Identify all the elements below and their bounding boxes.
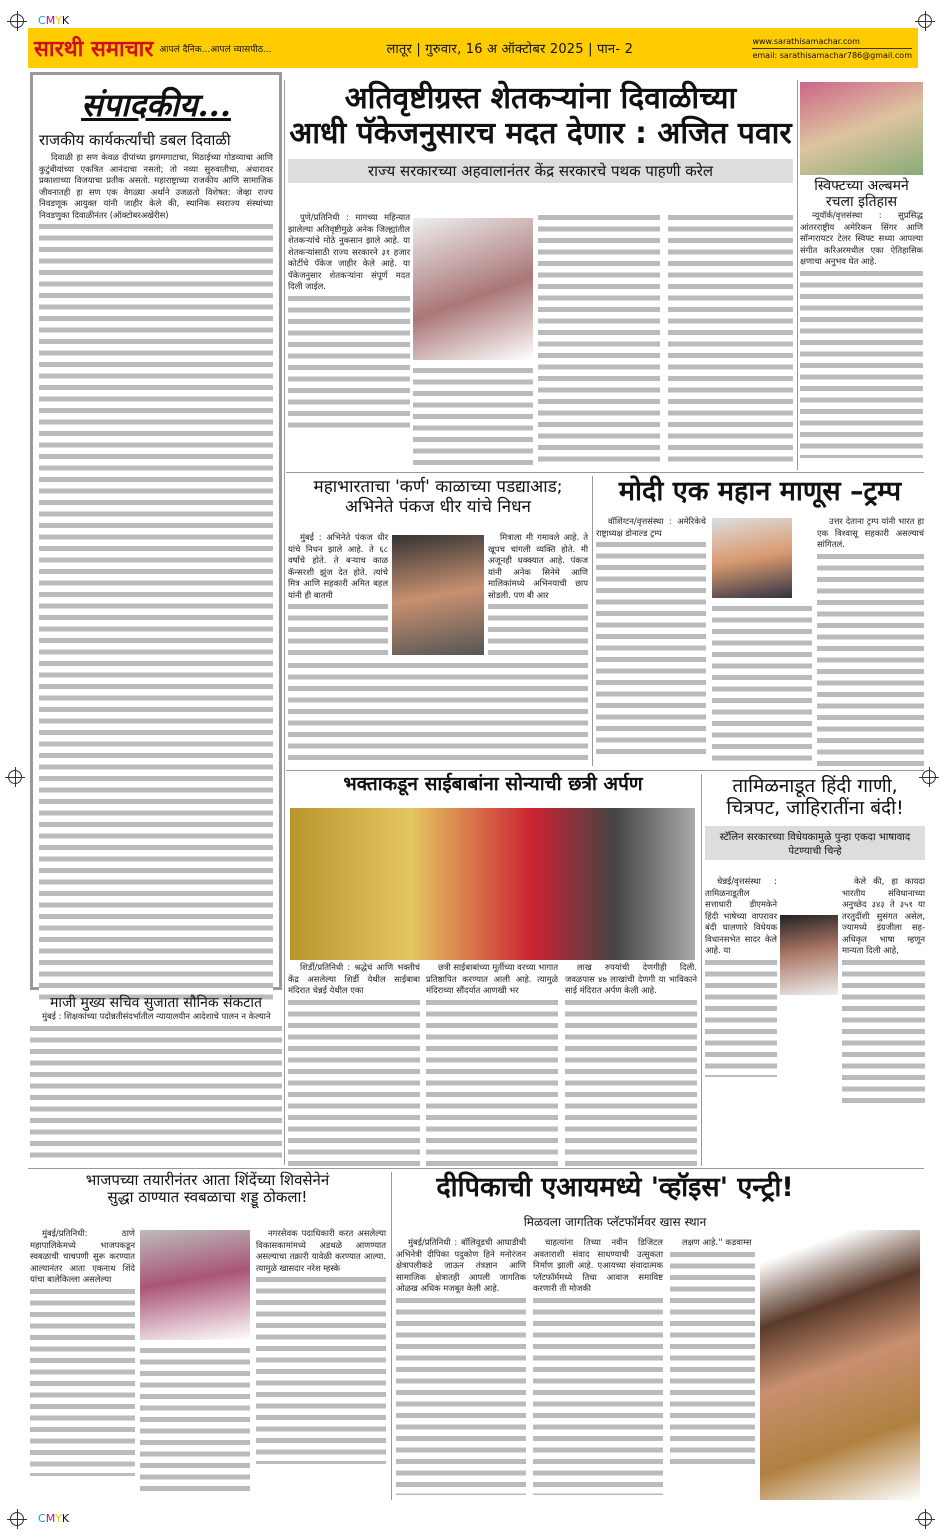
column-divider [284, 80, 285, 1165]
website-link[interactable]: www.sarathisamachar.com [752, 35, 912, 49]
deepika-padukone-photo [760, 1230, 920, 1500]
article-body: उत्तर देताना ट्रम्प यांनी भारत हा एक विश्वासू सहकारी असल्याचं सांगितलं. [817, 516, 924, 771]
eknath-shinde-photo [140, 1230, 250, 1340]
photo-caption [413, 365, 533, 465]
cmyk-registration: CMYK [38, 14, 70, 27]
row-divider [28, 1168, 924, 1169]
swift-article [800, 178, 923, 458]
article-body: शिर्डी/प्रतिनिधी : श्रद्धेचं आणि भक्तीचं केंद्र असलेल्या शिर्डी येथील साईबाबा मंदिरात चेन्नई येथील एका [288, 962, 420, 1167]
headline: स्विफ्टच्या अल्बमने रचला इतिहास [814, 178, 909, 211]
trump-headline: मोदी एक महान माणूस –ट्रम्प [618, 476, 902, 507]
article-text-continued [140, 1345, 250, 1495]
registration-mark-icon [10, 14, 24, 28]
karna-article [288, 478, 588, 517]
column-divider [592, 476, 593, 766]
sainik-article [30, 995, 282, 1161]
deepika-headline: दीपिकाची एआयमध्ये 'व्हॉइस' एन्ट्री! [436, 1172, 794, 1203]
dateline: लातूर | गुरुवार, 16 अ ऑक्टोबर 2025 | पान- 2 [386, 42, 634, 57]
lead-text-col [668, 212, 793, 466]
tagline: आपलं दैनिक...आपलं व्यासपीठ... [159, 44, 272, 55]
lead-article [288, 82, 793, 183]
lead-text-col [538, 212, 660, 466]
tamil-article [705, 776, 925, 860]
article-body: न्यूयॉर्क/वृत्तसंस्था : सुप्रसिद्ध आंतरराष्ट्रीय अमेरिकन सिंगर आणि सॉन्गरायटर टेलर स्विफ्ट सध्या आपल्या संगीत करिअरमधील एका ऐतिहासिक क्षणाचा अनुभव घेत आहे. [800, 210, 923, 267]
article-body: लक्षण आहे.'' कडवाम्स [670, 1237, 755, 1469]
lead-headline: अतिवृष्टीग्रस्त शेतकऱ्यांना दिवाळीच्या आधी पॅकेजनुसारच मदत देणार : अजित पवार [289, 81, 792, 151]
taylor-swift-photo [800, 82, 923, 175]
article-body: मुंबई/प्रतिनिधी: ठाणे महापालिकेमध्ये भाजपकडून स्वबळाची चाचपणी सुरू करण्यात आल्यानंतर आता एकनाथ शिंदे यांचा बालेकिल्ला असलेल्या [30, 1228, 135, 1476]
article-body: मुंबई : अभिनेते पंकज धीर यांचे निधन झाले आहे. ते ६८ वर्षांचे होते. ते बऱ्याच काळ कॅन्सरशी झुंज देत होते. त्यांचे मित्र आणि सहकारी अमित बहल यांनी ही बातमी [288, 532, 388, 731]
article-text-continued [800, 268, 923, 458]
article-body: केले की, हा कायदा भारतीय संविधानाच्या अनुच्छेद ३४३ ते ३५१ या तरतुदींशी सुसंगत असेल, ज्यामध्ये इंग्रजीला सह-अधिकृत भाषा म्हणून मान्यता दिली आहे, [842, 876, 925, 1107]
column-divider [797, 80, 798, 470]
article-text-continued [712, 603, 812, 763]
headline: महाभारताचा 'कर्ण' काळाच्या पडद्याआड; अभिनेते पंकज धीर यांचे निधन [313, 477, 563, 517]
lead-subhead: राज्य सरकारच्या अहवालानंतर केंद्र सरकारचे पथक पाहणी करेल [288, 159, 793, 183]
article-text-continued [288, 660, 588, 765]
registration-mark-icon [10, 1512, 24, 1526]
registration-mark-icon [8, 770, 22, 784]
editorial-title: राजकीय कार्यकर्त्यांची डबल दिवाळी [39, 131, 231, 149]
article-body: चाहत्यांना तिच्या नवीन डिजिटल अवताराशी संवाद साधण्याची उत्सुकता निर्माण झाली आहे. एआयच्या संवादात्मक प्लॅटफॉर्ममध्ये तिचा आवाज समाविष्ट करणारी ती मोजकी [533, 1237, 663, 1495]
article-body: लाख रुपयांची देणगीही दिली. जवळपास ४७ लाखांची देणगी या भाविकाने साई मंदिरात अर्पण केली आहे. [565, 962, 697, 1167]
deepika-subhead: मिळवला जागतिक प्लॅटफॉर्मवर खास स्थान [523, 1215, 707, 1229]
registration-mark-icon [918, 14, 932, 28]
editorial-label: संपादकीय... [81, 86, 231, 124]
headline: तामिळनाडूत हिंदी गाणी, चित्रपट, जाहिरातींना बंदी! [726, 775, 904, 819]
email-link[interactable]: email: sarathisamachar786@gmail.com [752, 50, 912, 60]
row-divider [286, 770, 924, 771]
article-body: छत्री साईबाबांच्या मूर्तीच्या वरच्या भागात प्रतिष्ठापित करण्यात आली आहे. त्यामुळे मंदिराच्या सौंदर्यात आणखी भर [426, 962, 558, 1167]
brand-logo: सारथी समाचार [34, 36, 154, 62]
ajit-pawar-photo [413, 218, 533, 360]
masthead [28, 28, 918, 68]
article-body: नगरसेवक पदाधिकारी करत असलेल्या विकासकामांमध्ये अडथळे आणण्यात असल्याचा तक्रारी यावेळी करण्यात आल्या. त्यामुळे खासदार नरेश म्हस्के [256, 1228, 386, 1464]
editorial-body: दिवाळी हा सण केवळ दीपांच्या झगमगाटाचा, मिठाईच्या गोडव्याचा आणि कुटुंबीयांच्या एकत्रित आनंदाचा नसतो; तो नव्या सुरुवातीचा, अंधारावर प्रकाशाच्या विजयाचा प्रतीक असतो. महाराष्ट्राच्या राजकीय आणि सामाजिक जीवनातही हा सण एक वेगळ्या अर्थाने उजळतो विशेषत: जेव्हा राज्य निवडणूक आयुक्त यांनी जाहीर केले की, स्थानिक स्वराज्य संस्थांच्या निवडणुका दिवाळीनंतर (ऑक्टोबरअखेरीस) [39, 152, 273, 220]
article-body: चेन्नई/वृत्तसंस्था : तामिळनाडूतील सत्ताधारी डीएमकेने हिंदी भाषेच्या वापरावर बंदी घालणारे विधेयक विधानसभेत सादर केले आहे. या [705, 876, 777, 1077]
shinde-headline: भाजपच्या तयारीनंतर आता शिंदेंच्या शिवसेनेनं सुद्धा ठाण्यात स्वबळाचा शड्डू ठोकला! [85, 1171, 330, 1207]
subhead: स्टॅलिन सरकारच्या विधेयकामुळे पुन्हा एकदा भाषावाद पेटण्याची चिन्हे [705, 826, 925, 860]
article-body: मुंबई/प्रतिनिधी : बॉलिवूडची आघाडीची अभिनेत्री दीपिका पदुकोण हिने मनोरंजन क्षेत्रापलीकडे जाऊन तंत्रज्ञान आणि सामाजिक क्षेत्रातही आपली जागतिक ओळख अधिक मजबूत केली आहे. [396, 1237, 526, 1495]
editorial-box [30, 72, 282, 990]
contact-info [752, 35, 912, 62]
column-divider [701, 774, 702, 1166]
row-divider [286, 472, 924, 473]
headline: माजी मुख्य सचिव सुजाता सौनिक संकटात [50, 995, 262, 1011]
article-body: वॉशिंग्टन/वृत्तसंस्था : अमेरिकेचे राष्ट्राध्यक्ष डोनाल्ड ट्रम्प [596, 516, 706, 759]
saibaba-golden-umbrella-photo [290, 808, 695, 960]
donald-trump-photo [712, 518, 792, 598]
lead-body: पुणे/प्रतिनिधी : मागच्या महिन्यात झालेल्या अतिवृष्टीमुळे अनेक जिल्ह्यांतील शेतकऱ्यांचे मोठे नुकसान झाले आहे. या शेतकऱ्यांसाठी राज्य सरकारने ३१ हजार कोटींचे पॅकेज जाहीर केले आहे. या पॅकेजनुसार शेतकऱ्यांना संपूर्ण मदत दिली जाईल. [288, 212, 410, 433]
article-body: मुंबई : शिक्षकांच्या पदोन्नतीसंदर्भातील न्यायालयीन आदेशाचे पालन न केल्याने [42, 1011, 271, 1022]
stalin-photo [780, 915, 838, 995]
registration-mark-icon [918, 1512, 932, 1526]
cmyk-registration: CMYK [38, 1512, 70, 1525]
article-text-continued [30, 1023, 282, 1161]
editorial-text-continued [39, 221, 273, 1001]
column-divider [391, 1172, 392, 1500]
article-body: मित्राला मी गमावले आहे. ते खूपच चांगली व्यक्ति होते. मी अजूनही धक्क्यात आहे. पंकज यांनी अनेक सिनेमे आणि मालिकांमध्ये अभिनयाची छाप सोडली. पण बी आर [488, 532, 588, 731]
saibaba-headline: भक्ताकडून साईबाबांना सोन्याची छत्री अर्पण [343, 773, 643, 795]
pankaj-dheer-photo [392, 535, 484, 655]
